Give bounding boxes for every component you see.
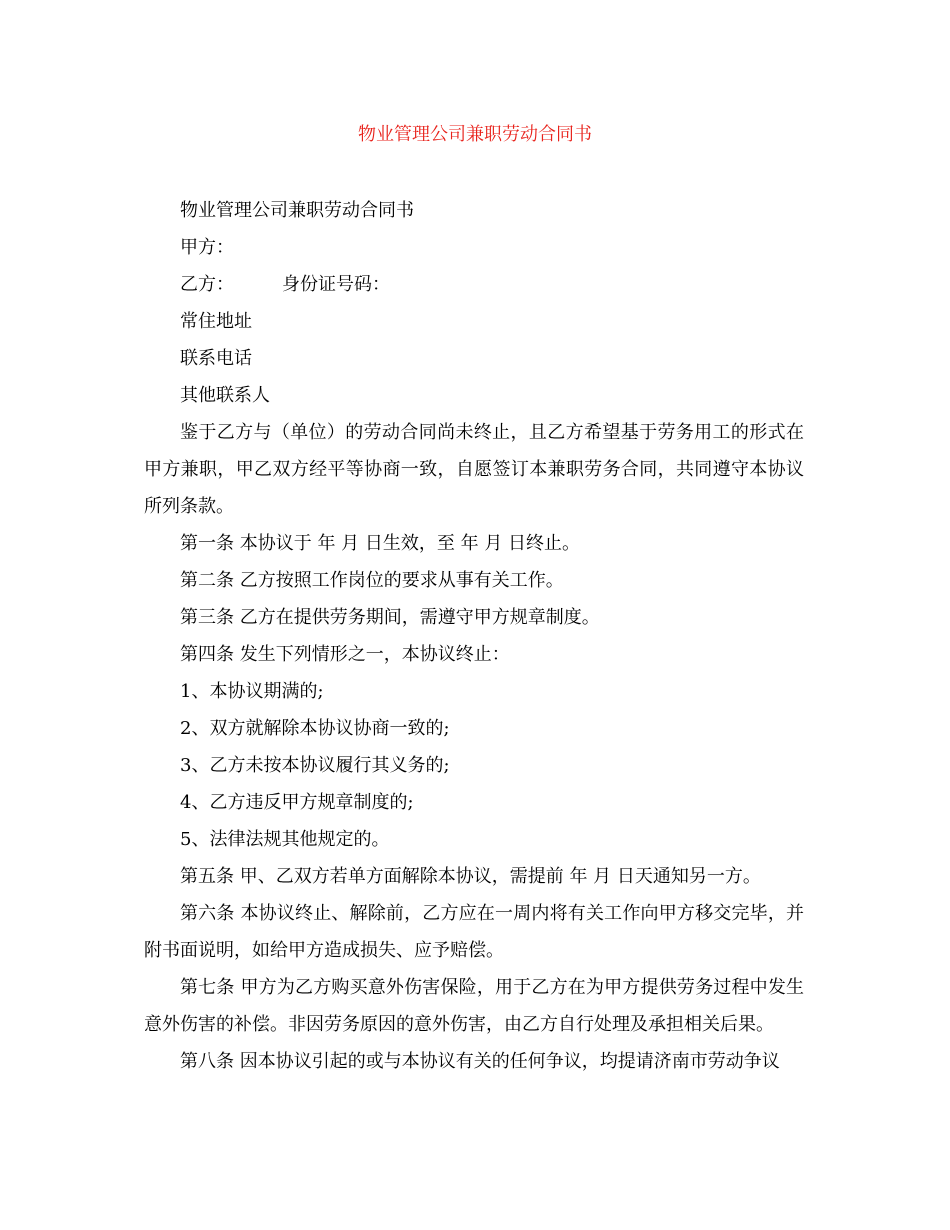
article-6: 第六条 本协议终止、解除前，乙方应在一周内将有关工作向甲方移交完毕，并附书面说明，如给甲方造成损失、应予赔偿。 bbox=[144, 903, 804, 961]
heading-repeat: 物业管理公司兼职劳动合同书 bbox=[180, 200, 414, 221]
article-8: 第八条 因本协议引起的或与本协议有关的任何争议，均提请济南市劳动争议 bbox=[180, 1051, 780, 1072]
document-body bbox=[144, 192, 804, 1080]
list-item: 4、乙方违反甲方规章制度的; bbox=[180, 792, 414, 813]
preamble-paragraph: 鉴于乙方与（单位）的劳动合同尚未终止，且乙方希望基于劳务用工的形式在甲方兼职，甲乙双方经平等协商一致，自愿签订本兼职劳务合同，共同遵守本协议所列条款。 bbox=[144, 422, 804, 517]
phone-line: 联系电话 bbox=[180, 348, 252, 369]
address-line: 常住地址 bbox=[180, 311, 252, 332]
other-contact-line: 其他联系人 bbox=[180, 385, 270, 406]
list-item: 3、乙方未按本协议履行其义务的; bbox=[180, 755, 450, 776]
party-b-label: 乙方： bbox=[180, 274, 234, 295]
article-5: 第五条 甲、乙双方若单方面解除本协议，需提前 年 月 日天通知另一方。 bbox=[180, 866, 761, 887]
party-a-line: 甲方： bbox=[180, 237, 234, 258]
article-4: 第四条 发生下列情形之一，本协议终止： bbox=[180, 644, 510, 665]
article-7: 第七条 甲方为乙方购买意外伤害保险，用于乙方在为甲方提供劳务过程中发生意外伤害的补偿。非因劳务原因的意外伤害，由乙方自行处理及承担相关后果。 bbox=[144, 977, 804, 1035]
list-item: 1、本协议期满的; bbox=[180, 681, 324, 702]
party-b-line bbox=[144, 266, 804, 303]
article-3: 第三条 乙方在提供劳务期间，需遵守甲方规章制度。 bbox=[180, 607, 600, 628]
article-2: 第二条 乙方按照工作岗位的要求从事有关工作。 bbox=[180, 570, 564, 591]
list-item: 2、双方就解除本协议协商一致的; bbox=[180, 718, 450, 739]
document-title: 物业管理公司兼职劳动合同书 bbox=[358, 124, 592, 145]
id-number-label: 身份证号码： bbox=[282, 274, 390, 295]
article-1: 第一条 本协议于 年 月 日生效，至 年 月 日终止。 bbox=[180, 533, 581, 554]
list-item: 5、法律法规其他规定的。 bbox=[180, 829, 390, 850]
